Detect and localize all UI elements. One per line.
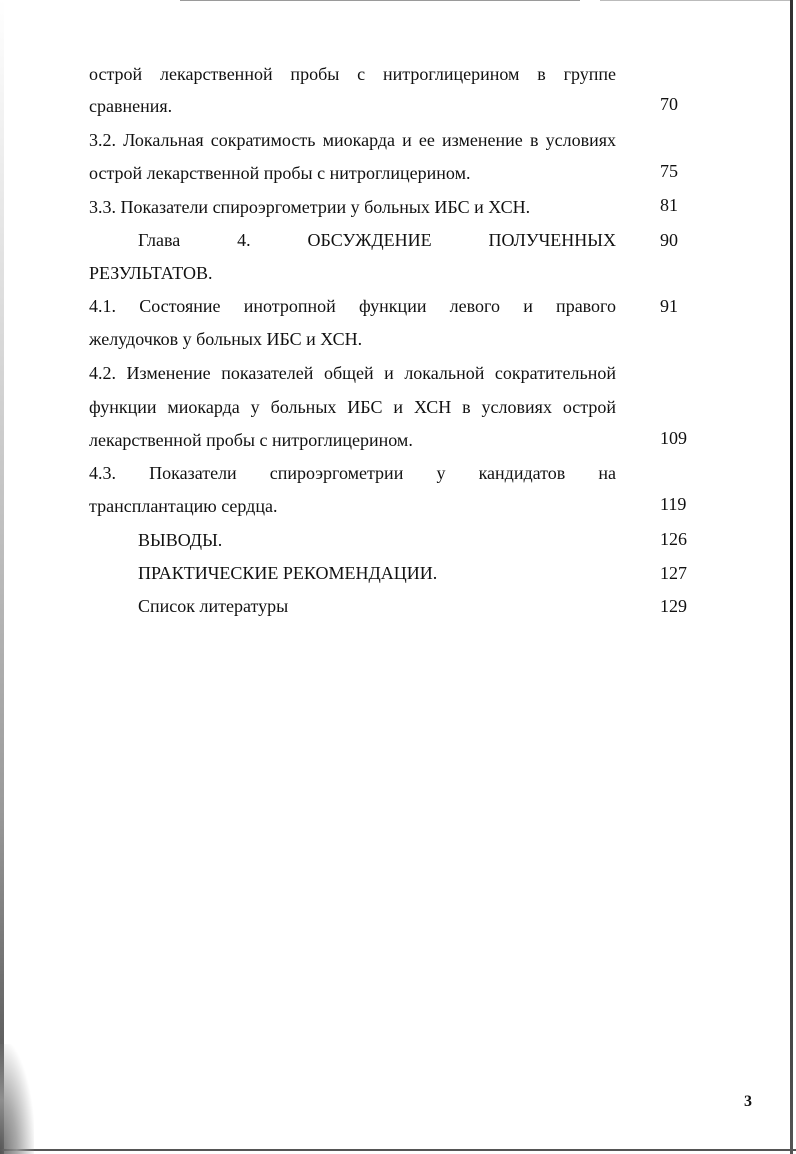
toc-line: острой лекарственной пробы с нитроглицерином в группе — [89, 64, 616, 84]
toc-line: 4.3. Показатели спироэргометрии у кандидатов на — [89, 463, 616, 483]
toc-line: 3.3. Показатели спироэргометрии у больных ИБС и ХСН. — [89, 197, 531, 217]
toc-page-number: 126 — [660, 529, 687, 549]
toc-line: РЕЗУЛЬТАТОВ. — [89, 263, 213, 283]
toc-line: острой лекарственной пробы с нитроглицерином. — [89, 163, 471, 183]
toc-line: ВЫВОДЫ. — [138, 530, 223, 550]
toc-page-number: 70 — [660, 94, 678, 114]
toc-page-number: 109 — [660, 428, 687, 448]
page-number: 3 — [744, 1093, 752, 1110]
toc-line: 3.2. Локальная сократимость миокарда и ее изменение в условиях — [89, 130, 616, 150]
toc-line: трансплантацию сердца. — [89, 496, 278, 516]
scan-edge-top-right — [600, 0, 790, 1]
toc-line: 4.1. Состояние инотропной функции левого и правого — [89, 296, 616, 316]
toc-line: 4.2. Изменение показателей общей и локальной сократительной — [89, 363, 616, 383]
scan-edge-bottom — [0, 1149, 796, 1151]
scan-edge-left — [0, 0, 4, 1154]
toc-page-number: 129 — [660, 596, 687, 616]
toc-line: лекарственной пробы с нитроглицерином. — [89, 430, 413, 450]
toc-line: Глава 4. ОБСУЖДЕНИЕ ПОЛУЧЕННЫХ — [138, 230, 616, 250]
scan-shadow-corner — [0, 1044, 34, 1154]
toc-page-number: 81 — [660, 195, 678, 215]
toc-page-number: 90 — [660, 230, 678, 250]
toc-page-number: 127 — [660, 563, 687, 583]
toc-line: функции миокарда у больных ИБС и ХСН в условиях острой — [89, 397, 616, 417]
toc-page-number: 119 — [660, 494, 687, 514]
toc-page-number: 91 — [660, 296, 678, 316]
toc-line: Список литературы — [138, 596, 289, 616]
scan-edge-top — [180, 0, 580, 1]
scan-edge-right — [790, 0, 793, 1154]
toc-line: желудочков у больных ИБС и ХСН. — [89, 329, 363, 349]
toc-line: сравнения. — [89, 96, 173, 116]
toc-line: ПРАКТИЧЕСКИЕ РЕКОМЕНДАЦИИ. — [138, 563, 438, 583]
toc-page-number: 75 — [660, 161, 678, 181]
